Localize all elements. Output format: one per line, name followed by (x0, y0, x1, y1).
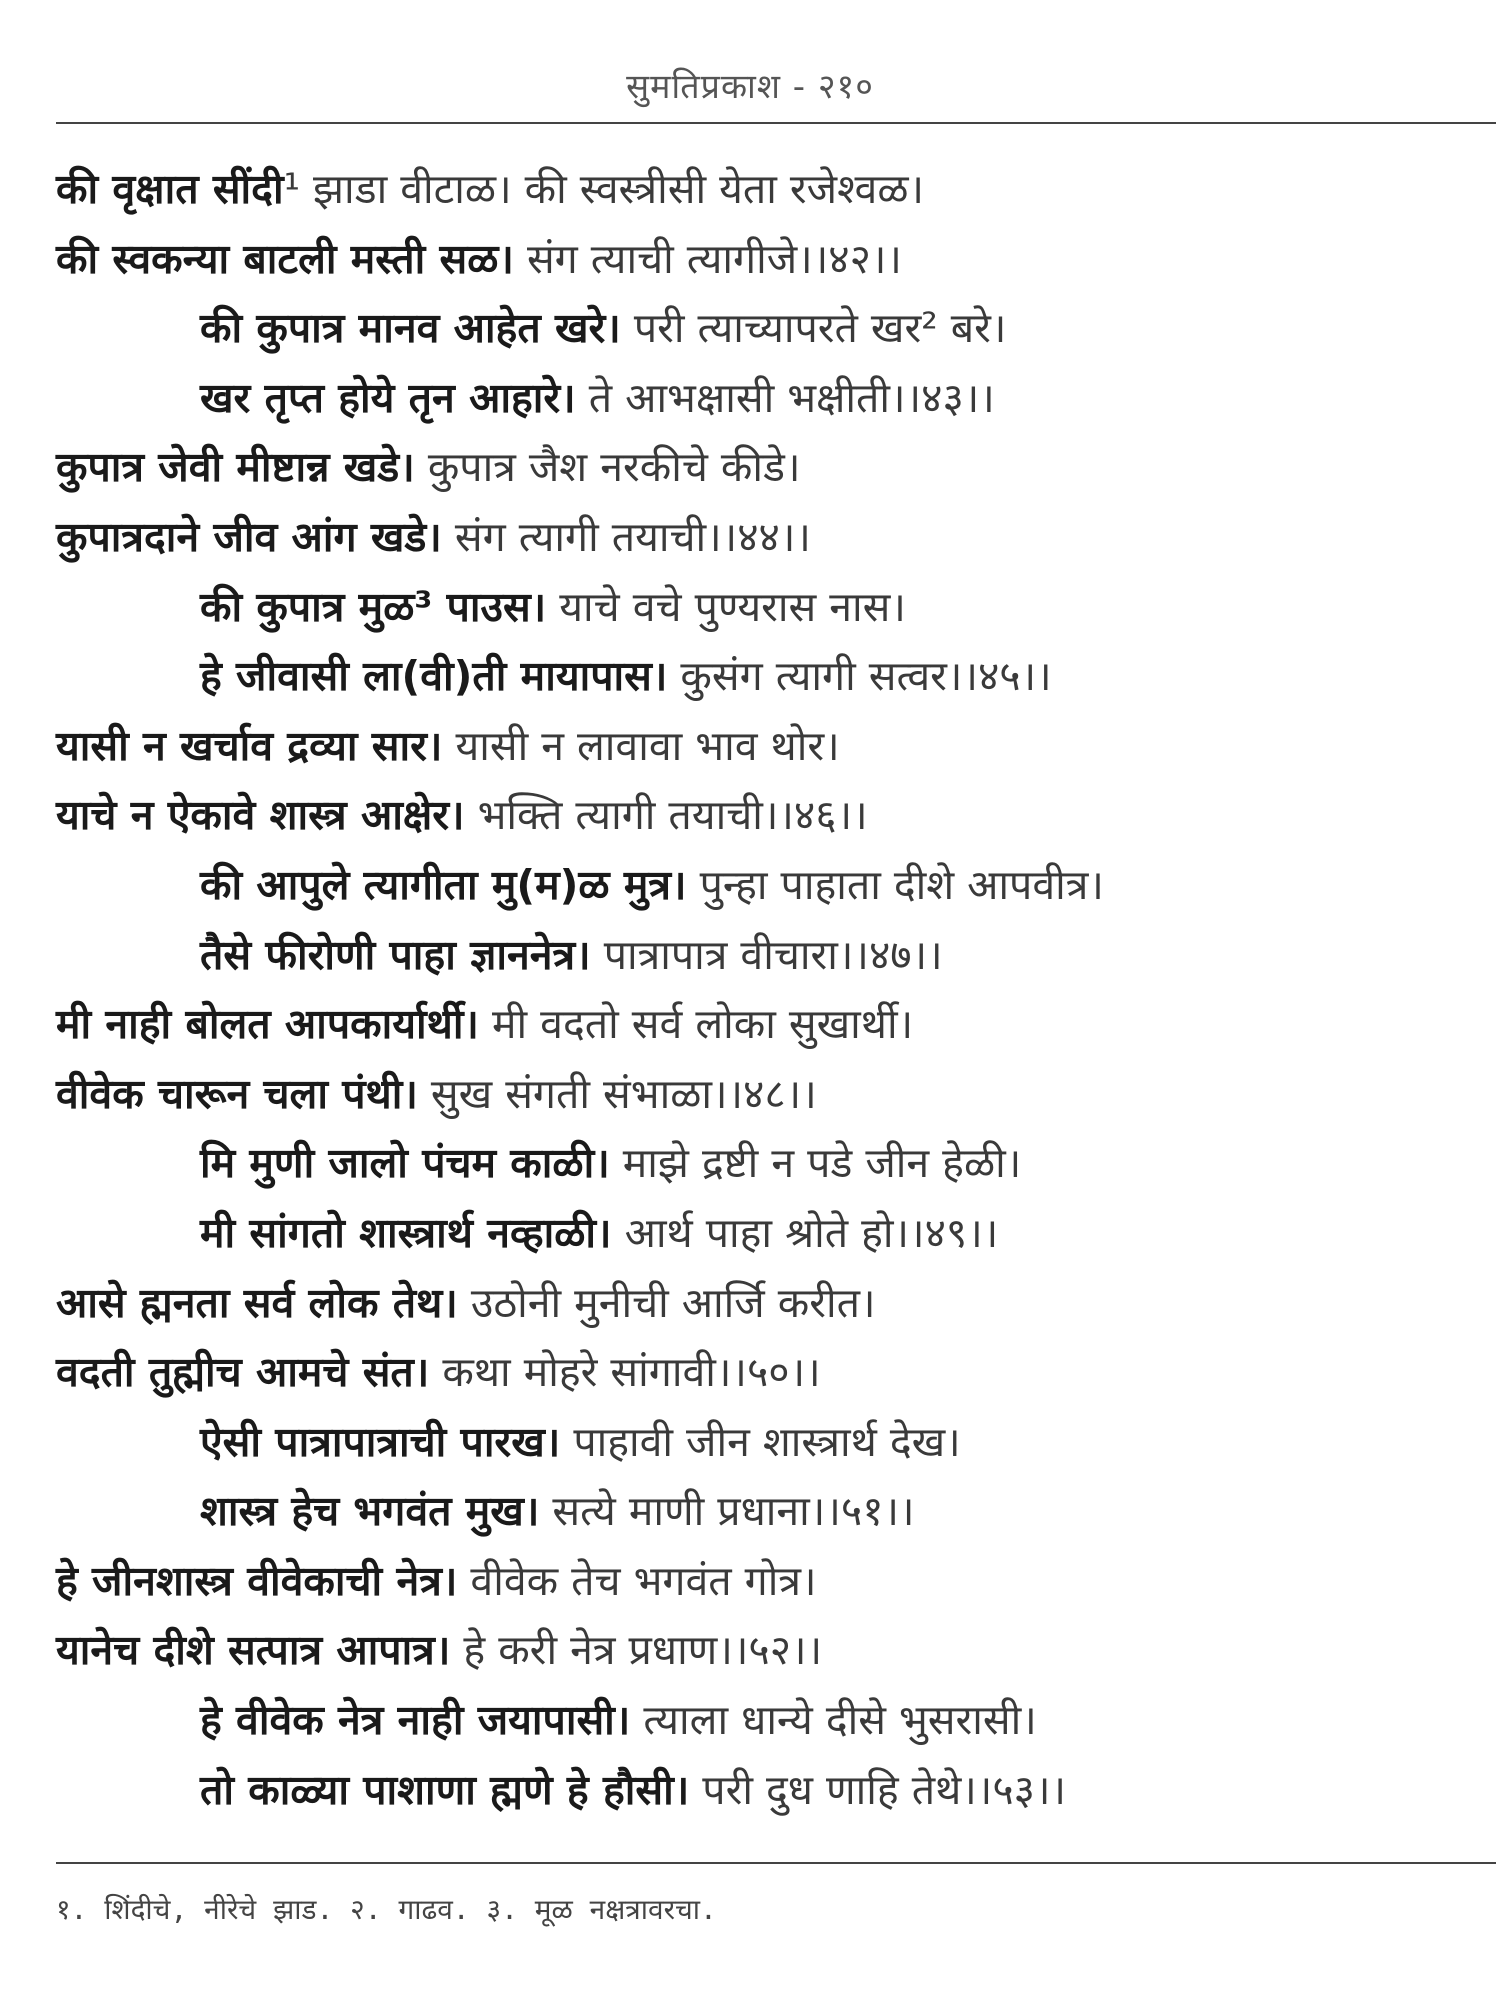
verse-line-bold: तो काळ्या पाशाणा ह्मणे हे हौसी। (200, 1765, 690, 1814)
verse-line-text: ¹ झाडा वीटाळ। की स्वस्त्रीसी येता रजेश्वळ। (283, 165, 925, 213)
verse-line-text: कुपात्र जैश नरकीचे कीडे। (414, 443, 801, 492)
verse-line-bold: आसे ह्मनता सर्व लोक तेथ। (56, 1278, 458, 1327)
verse-line (56, 712, 1486, 782)
verse-line (56, 1686, 1486, 1756)
verse-line-bold: मी नाही बोलत आपकार्यार्थी। (56, 1000, 479, 1049)
verse-line-text: मी वदतो सर्व लोका सुखार्थी। (478, 1000, 914, 1049)
verse-line (56, 225, 1486, 295)
verse-line (56, 1408, 1486, 1478)
header-divider (56, 122, 1496, 124)
verse-line-bold: की स्वकन्या बाटली मस्ती सळ। (56, 234, 514, 283)
verse-line (56, 921, 1486, 991)
verse-line-bold: याचे न ऐकावे शास्त्र आक्षेर। (56, 791, 465, 840)
verse-line (56, 990, 1486, 1060)
verse-line (56, 155, 1486, 225)
footnote-divider (56, 1862, 1496, 1864)
verse-line-bold: मी सांगतो शास्त्रार्थ नव्हाळी। (200, 1208, 612, 1257)
verse-line-bold: कुपात्र जेवी मीष्टान्न खडे। (56, 443, 415, 492)
footnotes: १. शिंदीचे, नीरेचे झाड. २. गाढव. ३. मूळ नक्षत्रावरचा. (56, 1893, 717, 1926)
verse-line-text: उठोनी मुनीची आर्जि करीत। (457, 1278, 876, 1327)
verse-line-text: यासी न लावावा भाव थोर। (442, 721, 840, 770)
verse-line-text: ते आभक्षासी भक्षीती।।४३।। (575, 373, 995, 422)
verse-line-bold: खर तृप्त होये तृन आहारे। (200, 373, 576, 422)
verse-line-bold: कुपात्रदाने जीव आंग खडे। (56, 512, 442, 561)
verse-line-text: आर्थ पाहा श्रोते हो।।४९।। (611, 1208, 999, 1257)
verse-line (56, 1616, 1486, 1686)
verse-line-text: परी दुध णाहि तेथे।।५३।। (689, 1765, 1067, 1814)
verse-line-bold: तैसे फीरोणी पाहा ज्ञाननेत्र। (200, 930, 591, 979)
verse-line-bold: की कुपात्र मानव आहेत खरे। (200, 304, 621, 353)
verse-line (56, 642, 1486, 712)
verse-line-bold: हे वीवेक नेत्र नाही जयापासी। (200, 1696, 631, 1745)
verse-line (56, 1477, 1486, 1547)
verse-line-text: माझे द्रष्टी न पडे जीन हेळी। (609, 1139, 1022, 1188)
verse-line-text: पात्रापात्र वीचारा।।४७।। (590, 930, 943, 979)
verse-line (56, 781, 1486, 851)
verse-line (56, 1129, 1486, 1199)
verse-line-text: कुसंग त्यागी सत्वर।।४५।। (667, 652, 1052, 701)
verse-line-text: पुन्हा पाहाता दीशे आपवीत्र। (686, 860, 1104, 909)
verse-line (56, 1547, 1486, 1617)
verse-line (56, 433, 1486, 503)
verse-line (56, 573, 1486, 643)
verse-line-text: परी त्याच्यापरते खर² बरे। (620, 304, 1007, 353)
verse-line-bold: यानेच दीशे सत्पात्र आपात्र। (56, 1626, 451, 1675)
verse-line-bold: की वृक्षात सींदी (56, 165, 284, 213)
verse-line-bold: वदती तुह्मीच आमचे संत। (56, 1348, 430, 1397)
verse-line-text: याचे वचे पुण्यरास नास। (546, 582, 906, 631)
verse-line-bold: की कुपात्र मुळ³ पाउस। (200, 582, 547, 631)
verse-line (56, 851, 1486, 921)
verse-line-bold: यासी न खर्चाव द्रव्या सार। (56, 721, 443, 770)
verse-line (56, 1756, 1486, 1826)
verse-line-text: पाहावी जीन शास्त्रार्थ देख। (560, 1417, 961, 1466)
verse-line-text: वीवेक तेच भगवंत गोत्र। (457, 1556, 817, 1605)
verse-line-bold: शास्त्र हेच भगवंत मुख। (200, 1487, 540, 1536)
verse-line-text: हे करी नेत्र प्रधाण।।५२।। (450, 1626, 823, 1675)
verse-line-text: सत्ये माणी प्रधाना।।५१।। (539, 1487, 915, 1536)
verse-line (56, 1338, 1486, 1408)
verse-line (56, 1269, 1486, 1339)
page-header: सुमतिप्रकाश - २१० (626, 67, 874, 107)
verse-line-bold: वीवेक चारून चला पंथी। (56, 1069, 418, 1118)
verse-line (56, 294, 1486, 364)
verse-block (56, 155, 1486, 1825)
verse-line-bold: ऐसी पात्रापात्राची पारख। (200, 1417, 561, 1466)
verse-line-bold: की आपुले त्यागीता मु(म)ळ मुत्र। (200, 860, 687, 909)
verse-line-text: कथा मोहरे सांगावी।।५०।। (429, 1348, 821, 1397)
verse-line (56, 364, 1486, 434)
verse-line-text: संग त्यागी तयाची।।४४।। (441, 512, 811, 561)
verse-line-bold: मि मुणी जालो पंचम काळी। (200, 1139, 610, 1188)
verse-line (56, 503, 1486, 573)
verse-line (56, 1060, 1486, 1130)
verse-line-text: त्याला धान्ये दीसे भुसरासी। (630, 1696, 1037, 1745)
verse-line-bold: हे जीनशास्त्र वीवेकाची नेत्र। (56, 1556, 458, 1605)
verse-line-bold: हे जीवासी ला(वी)ती मायापास। (200, 652, 668, 701)
verse-line-text: संग त्याची त्यागीजे।।४२।। (513, 234, 902, 283)
verse-line (56, 1199, 1486, 1269)
verse-line-text: सुख संगती संभाळा।।४८।। (417, 1069, 817, 1118)
verse-line-text: भक्ति त्यागी तयाची।।४६।। (464, 791, 868, 840)
